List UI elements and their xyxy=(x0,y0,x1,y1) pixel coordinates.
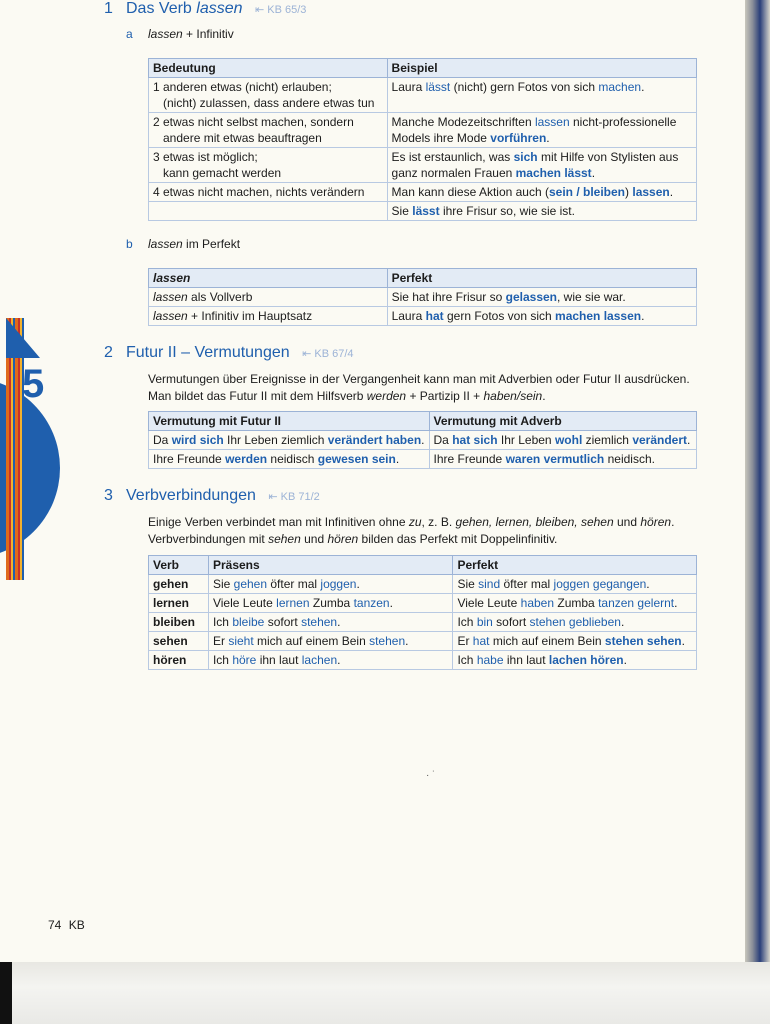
table-header: Perfekt xyxy=(453,556,697,575)
table-header: Vermutung mit Adverb xyxy=(429,412,697,431)
table-row: gehen Sie gehen öfter mal joggen. Sie sind öfter mal joggen gegangen. xyxy=(149,575,697,594)
table-header: lassen xyxy=(149,269,388,288)
table-row: Da wird sich Ihr Leben ziemlich verändert haben. Da hat sich Ihr Leben wohl ziemlich verändert. xyxy=(149,431,697,450)
table-header: Bedeutung xyxy=(149,59,388,78)
table-row: 2 etwas nicht selbst machen, sondern andere mit etwas beauftragen Manche Modezeitschriften lassen nicht-professionelle Models ihre Mode vorführen. xyxy=(149,113,697,148)
table-header: Verb xyxy=(149,556,209,575)
table-row: sehen Er sieht mich auf einem Bein stehen. Er hat mich auf einem Bein stehen sehen. xyxy=(149,632,697,651)
scan-speck: · ˙ xyxy=(426,770,436,781)
section1b-label: b lassen im Perfekt xyxy=(126,237,241,251)
table-row: hören Ich höre ihn laut lachen. Ich habe ihn laut lachen hören. xyxy=(149,651,697,670)
table-header: Perfekt xyxy=(387,269,696,288)
chapter-side-marker xyxy=(0,318,62,588)
page-number: 74 xyxy=(48,918,62,932)
chapter-triangle xyxy=(6,318,40,358)
table-row: 1 anderen etwas (nicht) erlauben; (nicht) zulassen, dass andere etwas tun Laura lässt (nicht) gern Fotos von sich machen. xyxy=(149,78,697,113)
table-row: lassen als Vollverb Sie hat ihre Frisur so gelassen, wie sie war. xyxy=(149,288,697,307)
back-arrow-icon: ⇤ xyxy=(268,491,278,503)
section3-paragraph: Einige Verben verbindet man mit Infinitiven ohne zu, z. B. gehen, lernen, bleiben, sehen und hören. Verbverbindungen mit sehen und hören bilden das Perfekt mit Doppelinfinitiv. xyxy=(148,515,675,546)
table-row: Sie lässt ihre Frisur so, wie sie ist. xyxy=(149,202,697,221)
section1-number: 1 xyxy=(104,0,113,17)
section2-paragraph: Vermutungen über Ereignisse in der Vergangenheit kann man mit Adverbien oder Futur II ausdrücken. Man bildet das Futur II mit dem Hilfsverb werden + Partizip II + haben/sein. xyxy=(148,372,690,403)
table-header: Beispiel xyxy=(387,59,696,78)
table-row: bleiben Ich bleibe sofort stehen. Ich bin sofort stehen geblieben. xyxy=(149,613,697,632)
section1-heading xyxy=(104,0,306,18)
section3-heading: 3 Verbverbindungen ⇤ KB 71/2 xyxy=(104,487,320,504)
table-row: 3 etwas ist möglich; kann gemacht werden Es ist erstaunlich, was sich mit Hilfe von Stylisten aus ganz normalen Frauen machen lässt. xyxy=(149,148,697,183)
table-row: lernen Viele Leute lernen Zumba tanzen. Viele Leute haben Zumba tanzen gelernt. xyxy=(149,594,697,613)
table-row: Ihre Freunde werden neidisch gewesen sein. Ihre Freunde waren vermutlich neidisch. xyxy=(149,450,697,469)
lassen-perfekt-table xyxy=(148,268,697,326)
section1a-label: a lassen + Infinitiv xyxy=(126,27,234,41)
futur2-table xyxy=(148,411,697,469)
chapter-number: 5 xyxy=(22,362,45,406)
page-edge xyxy=(745,0,770,962)
page-label: KB xyxy=(68,918,85,932)
section2-heading: 2 Futur II – Vermutungen ⇤ KB 67/4 xyxy=(104,344,354,361)
scan-bottom-corner xyxy=(0,962,12,1024)
back-arrow-icon: ⇤ xyxy=(302,348,312,360)
back-arrow-icon: ⇤ xyxy=(254,4,265,16)
section1-ref[interactable]: ⇤ KB 65/3 xyxy=(254,4,307,16)
table-header: Vermutung mit Futur II xyxy=(149,412,430,431)
section1-title-italic: lassen xyxy=(196,0,243,17)
section3-title: Verbverbindungen xyxy=(126,487,256,504)
section3-ref[interactable]: ⇤ KB 71/2 xyxy=(268,491,320,503)
lassen-infinitiv-table xyxy=(148,58,697,221)
scan-bottom-band xyxy=(0,962,770,1024)
page-footer xyxy=(48,918,85,932)
section1-title: Das Verb xyxy=(126,0,197,17)
table-header: Präsens xyxy=(208,556,452,575)
table-row: 4 etwas nicht machen, nichts verändern Man kann diese Aktion auch (sein / bleiben) lassen. xyxy=(149,183,697,202)
section2-title: Futur II – Vermutungen xyxy=(126,344,290,361)
table-row: lassen + Infinitiv im Hauptsatz Laura hat gern Fotos von sich machen lassen. xyxy=(149,307,697,326)
verbverbindungen-table xyxy=(148,555,697,670)
section2-ref[interactable]: ⇤ KB 67/4 xyxy=(302,348,354,360)
